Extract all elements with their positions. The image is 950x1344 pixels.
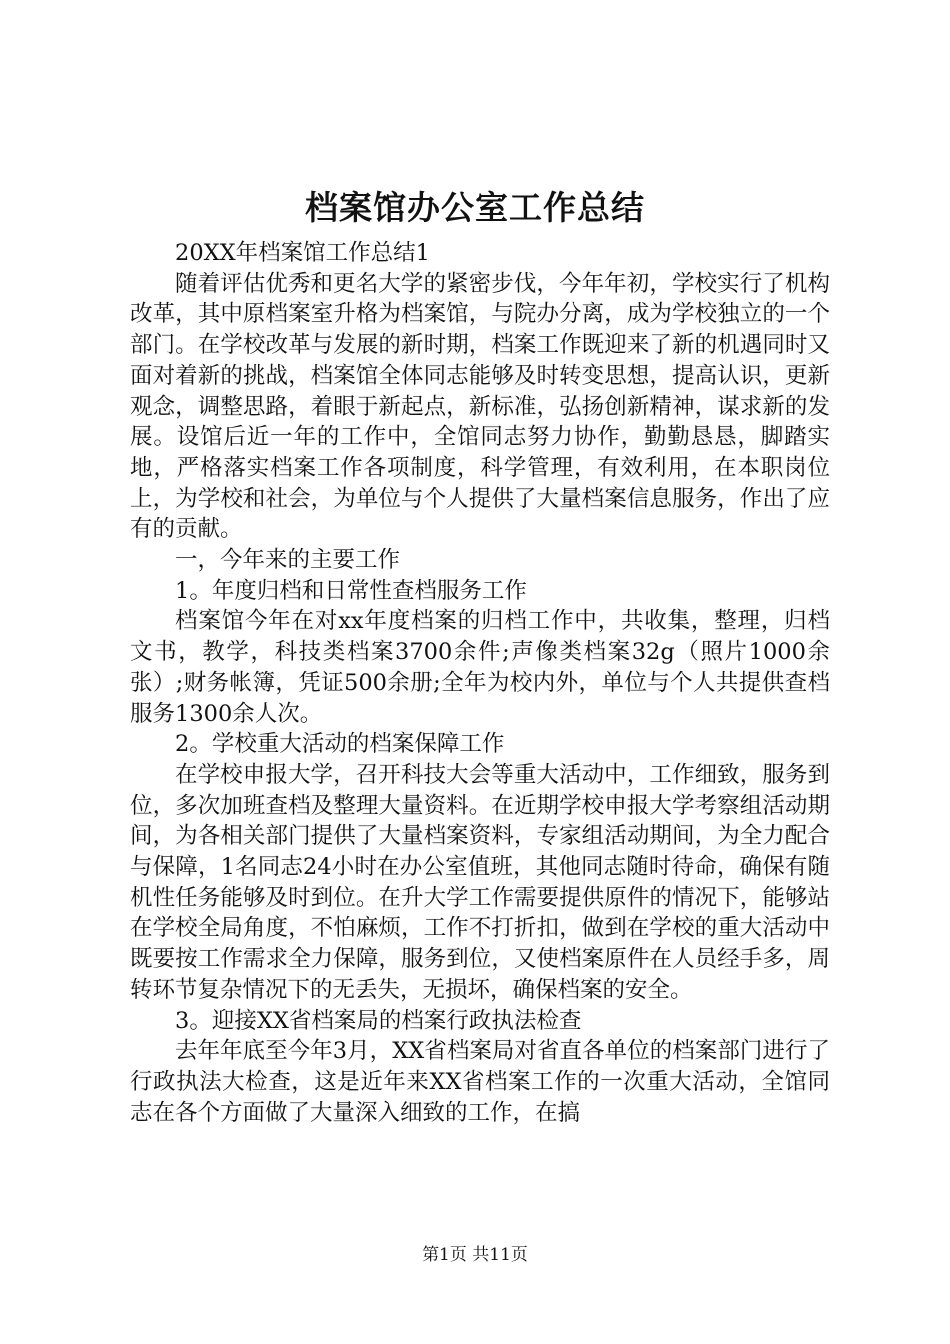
body-paragraph: 去年年底至今年3月，XX省档案局对省直各单位的档案部门进行了行政执法大检查，这是近年来XX省档案工作的一次重大活动，全馆同志在各个方面做了大量深入细致的工作，在搞: [130, 1038, 830, 1126]
section-heading: 20XX年档案馆工作总结1: [175, 240, 430, 266]
document-title: 档案馆办公室工作总结: [305, 188, 645, 227]
subsection-heading: 2。学校重大活动的档案保障工作: [175, 731, 505, 758]
subsection-heading: 1。年度归档和日常性查档服务工作: [175, 577, 527, 604]
page-number-footer: 第1页 共11页: [422, 1245, 528, 1265]
document-body: [130, 238, 830, 1128]
section-heading: 一，今年来的主要工作: [175, 547, 401, 574]
body-paragraph: 在学校申报大学，召开科技大会等重大活动中，工作细致，服务到位，多次加班查档及整理大量资料。在近期学校申报大学考察组活动期间，为各相关部门提供了大量档案资料，专家组活动期间，为全力配合与保障，1名同志24小时在办公室值班，其他同志随时待命，确保有随机性任务能够及时到位。在升大学工作需要提供原件的情况下，能够站在学校全局角度，不怕麻烦，工作不打折扣，做到在学校的重大活动中既要按工作需求全力保障，服务到位，又使档案原件在人员经手多，周转环节复杂情况下的无丢失，无损坏，确保档案的安全。: [130, 761, 830, 1003]
body-paragraph: 档案馆今年在对xx年度档案的归档工作中，共收集，整理，归档文书，教学，科技类档案3700余件;声像类档案32g（照片1000余张）;财务帐簿，凭证500余册;全年为校内外，单位与个人共提供查档服务1300余人次。: [130, 608, 830, 727]
body-paragraph: 随着评估优秀和更名大学的紧密步伐，今年年初，学校实行了机构改革，其中原档案室升格为档案馆，与院办分离，成为学校独立的一个部门。在学校改革与发展的新时期，档案工作既迎来了新的机遇同时又面对着新的挑战，档案馆全体同志能够及时转变思想，提高认识，更新观念，调整思路，着眼于新起点，新标准，弘扬创新精神，谋求新的发展。设馆后近一年的工作中，全馆同志努力协作，勤勤恳恳，脚踏实地，严格落实档案工作各项制度，科学管理，有效利用，在本职岗位上，为学校和社会，为单位与个人提供了大量档案信息服务，作出了应有的贡献。: [130, 270, 830, 543]
subsection-heading: 3。迎接XX省档案局的档案行政执法检查: [175, 1007, 582, 1034]
